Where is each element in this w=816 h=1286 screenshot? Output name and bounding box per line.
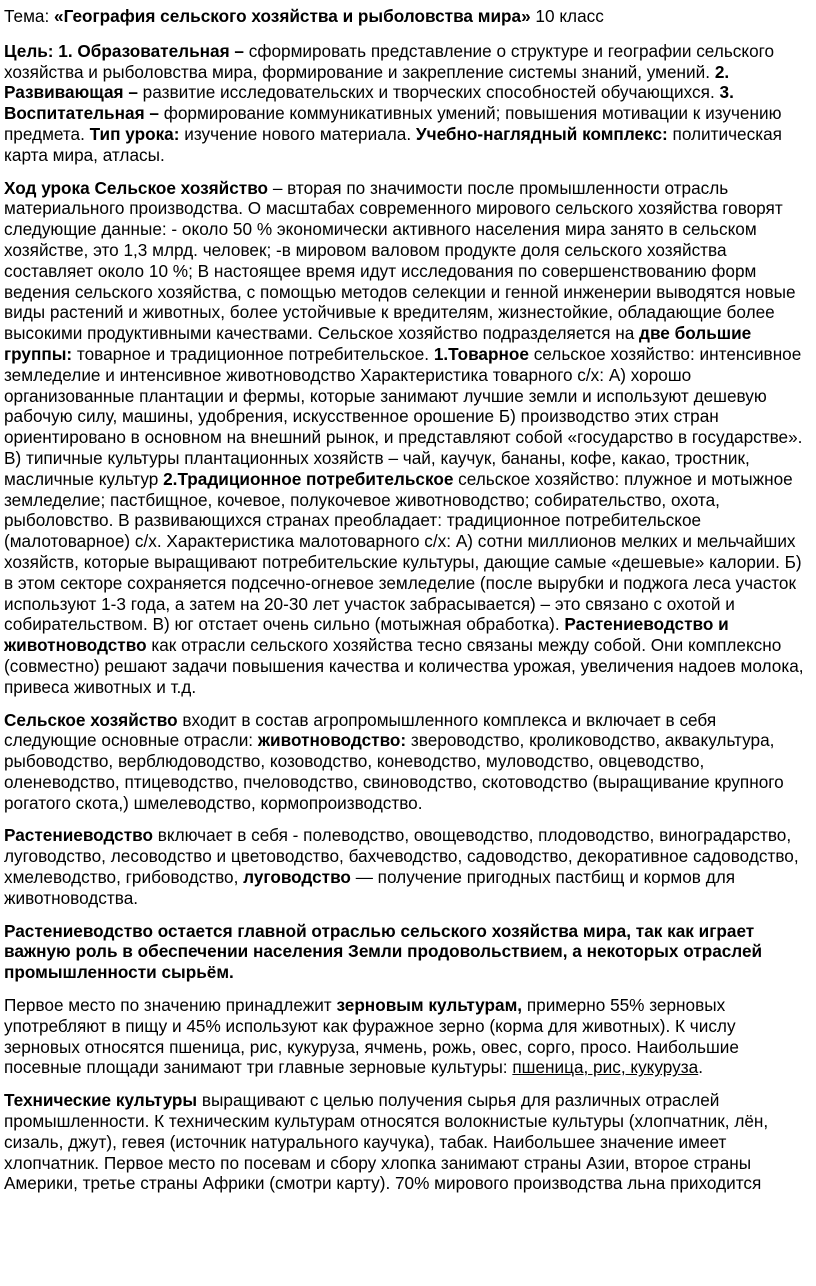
agro-paragraph (4, 710, 808, 814)
course-label: Ход урока Сельское хозяйство (4, 177, 269, 198)
grain-text-2: примерно 55% зерновых употребляют в пищу и 45% используют как фуражное зерно (корма для животных). К числу зерновых относятся пшеница, рис, кукуруза, ячмень, рожь, овес, сорго, просо. Наибольшие посевные площади занимают три главные зерновые культуры: (4, 995, 739, 1078)
course-paragraph (4, 178, 808, 698)
goal-dev-text: развитие исследовательских и творческих способностей обучающихся. (137, 82, 720, 103)
topic-prefix: Тема: (4, 6, 55, 26)
goal-vos-text: формирование коммуникативных умений; повышения мотивации к изучению предмета. (4, 103, 782, 144)
course-tovar: 1.Товарное (433, 343, 529, 364)
main-statement-text: Растениеводство остается главной отраслью сельского хозяйства мира, так как играет важную роль в обеспечении населения Земли продовольствием, а некоторых отраслей промышленности сырьём. (4, 920, 763, 983)
course-trad: 2.Традиционное потребительское (163, 468, 454, 489)
course-text-2: товарное и традиционное потребительское. (72, 343, 434, 364)
lesson-type-text: изучение нового материала. (179, 123, 416, 144)
topic-title: «География сельского хозяйства и рыболовства мира» (54, 6, 531, 26)
agro-label: Сельское хозяйство (4, 709, 178, 730)
course-groups: две большие группы: (4, 323, 752, 364)
course-text-1: – вторая по значимости после промышленности отрасль материального производства. О масштабах современного мирового сельского хозяйства говорят следующие данные: - около 50 % экономически активного населения мира занято в сельском хозяйстве, это 1,3 млрд. человек; -в мировом валовом продукте доля сельского хозяйства составляет около 10 %; В настоящее время идут исследования по совершенствованию форм ведения сельского хозяйства, с помощью методов селекции и генной инженерии выводятся новые виды растений и животных, более устойчивые к вредителям, жизнестойкие, обладающие более высокими продуктивными качествами. Сельское хозяйство подразделяется на (4, 177, 796, 344)
kit-label: Учебно-наглядный комплекс: (415, 123, 668, 144)
goal-vos-label: 3. Воспитательная – (4, 82, 734, 124)
grain-paragraph (4, 995, 808, 1078)
grain-main-crops: пшеница, рис, кукуруза (512, 1057, 699, 1078)
course-text-3: сельское хозяйство: интенсивное земледелие и интенсивное животноводство Характеристика товарного с/х: А) хорошо организованные плантации и фермы, которые занимают лучшие земли и используют дешевую рабочую силу, машины, удобрения, искусственное орошение Б) производство этих стран ориентировано в основном на внешний рынок, и представляют собой «государство в государстве». В) типичные культуры плантационных хозяйств – чай, каучук, бананы, кофе, какао, тростник, масличные культур (4, 343, 803, 489)
plant-text-1: включает в себя - полеводство, овощеводство, плодоводство, виноградарство, луговодство, лесоводство и цветоводство, бахчеводство, садоводство, декоративное садоводство, хмелеводство, грибоводство, (4, 825, 799, 888)
course-rast: Растениеводство и животноводство (4, 614, 729, 656)
course-text-4: сельское хозяйство: плужное и мотыжное земледелие; пастбищное, кочевое, полукочевое животноводство; собирательство, охота, рыболовство. В развивающихся странах преобладает: традиционное потребительское (малотоварное) с/х. Характеристика малотоварного с/х: А) сотни миллионов мелких и мельчайших хозяйств, которые выращивают потребительские культуры, дающие самые «дешевые» калории. Б) в этом секторе сохраняется подсечно-огневое земледелие (после вырубки и поджога леса участок используют 1-3 года, а затем на 20-30 лет участок забрасывается) – это связано с охотой и собирательством. В) юг отстает очень сильно (мотыжная обработка). (4, 468, 802, 635)
plant-paragraph (4, 825, 808, 908)
goal-paragraph (4, 41, 808, 166)
plant-text-2: — получение пригодных пастбищ и кормов для животноводства. (4, 867, 736, 908)
grain-text-1: Первое место по значению принадлежит (4, 995, 337, 1016)
tech-label: Технические культуры (4, 1090, 198, 1111)
tech-paragraph (4, 1090, 808, 1194)
kit-text: политическая карта мира, атласы. (4, 123, 782, 165)
goal-label: Цель: 1. Образовательная – (4, 40, 244, 61)
plant-label: Растениеводство (4, 825, 153, 846)
agro-text-1: входит в состав агропромышленного комплекса и включает в себя следующие основные отрасли: (4, 709, 717, 751)
grain-text-3: . (698, 1057, 703, 1078)
tech-text-1: выращивают с целью получения сырья для различных отраслей промышленности. К техническим культурам относятся волокнистые культуры (хлопчатник, лён, сизаль, джут), гевея (источник натурального каучука), табак. Наибольшее значение имеет хлопчатник. Первое место по посевам и сбору хлопка занимают страны Азии, второе страны Америки, третье страны Африки (смотри карту). 70% мирового производства льна приходится (4, 1090, 769, 1194)
course-text-5: как отрасли сельского хозяйства тесно связаны между собой. Они комплексно (совместно) решают задачи повышения качества и количества урожая, увеличения надоев молока, привеса животных и т.д. (4, 635, 804, 697)
agro-text-2: звероводство, кролиководство, аквакультура, рыбоводство, верблюдоводство, козоводство, коневодство, муловодство, овцеводство, оленеводство, птицеводство, пчеловодство, свиноводство, скотоводство (выращивание крупного рогатого скота,) шмелеводство, кормопроизводство. (4, 730, 784, 813)
topic-grade: 10 класс (530, 6, 604, 26)
goal-dev-label: 2. Развивающая – (4, 61, 730, 103)
main-statement (4, 921, 808, 983)
lesson-type-label: Тип урока: (89, 123, 180, 144)
grain-label: зерновым культурам, (336, 995, 523, 1016)
plant-lug: луговодство (243, 867, 351, 888)
agro-zhiv: животноводство: (257, 730, 407, 751)
goal-edu-text: сформировать представление о структуре и географии сельского хозяйства и рыболовства мира, формирование и закрепление системы знаний, умений. (4, 40, 775, 82)
topic-line (4, 6, 808, 27)
